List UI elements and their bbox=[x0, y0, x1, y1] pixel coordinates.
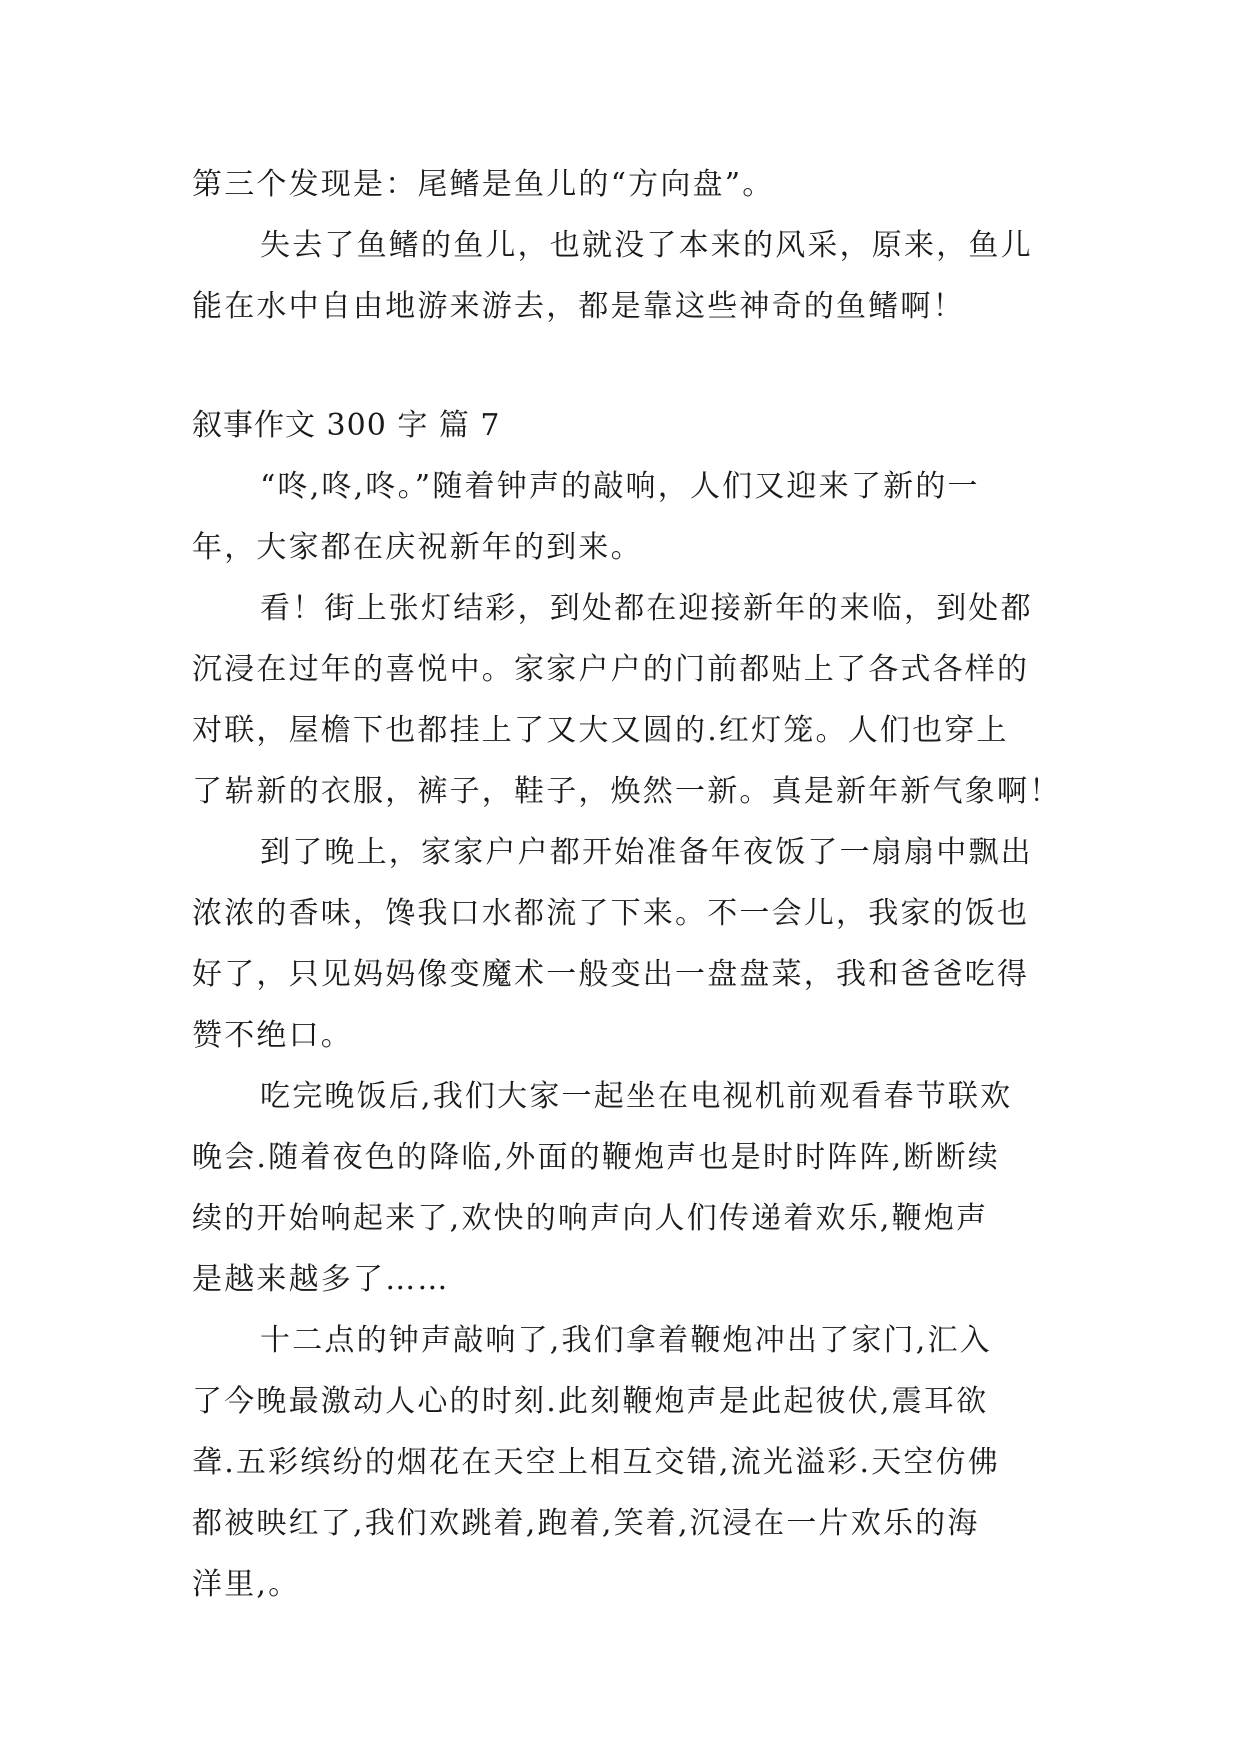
text-line: 都被映红了,我们欢跳着,跑着,笑着,沉浸在一片欢乐的海 bbox=[192, 1506, 980, 1541]
text-line: 对联，屋檐下也都挂上了又大又圆的.红灯笼。人们也穿上 bbox=[192, 713, 1009, 748]
text-line: 赞不绝口。 bbox=[192, 1018, 353, 1053]
text-line: 浓浓的香味，馋我口水都流了下来。不一会儿，我家的饭也 bbox=[192, 896, 1030, 931]
document-page bbox=[192, 154, 1062, 1615]
text-line: “咚,咚,咚。”随着钟声的敲响，人们又迎来了新的一 bbox=[260, 469, 980, 504]
section-gap bbox=[192, 337, 1058, 395]
text-line: 聋.五彩缤纷的烟花在天空上相互交错,流光溢彩.天空仿佛 bbox=[192, 1445, 1001, 1480]
text-line: 是越来越多了…… bbox=[192, 1262, 450, 1297]
text-line: 洋里,。 bbox=[192, 1567, 301, 1602]
text-line: 看！街上张灯结彩，到处都在迎接新年的来临，到处都 bbox=[260, 591, 1033, 626]
text-line: 沉浸在过年的喜悦中。家家户户的门前都贴上了各式各样的 bbox=[192, 652, 1030, 687]
text-line: 好了，只见妈妈像变魔术一般变出一盘盘菜，我和爸爸吃得 bbox=[192, 957, 1030, 992]
text-line: 失去了鱼鳍的鱼儿，也就没了本来的风采，原来，鱼儿 bbox=[260, 228, 1033, 263]
section-heading: 叙事作文 300 字 篇 7 bbox=[192, 408, 501, 443]
text-line: 了崭新的衣服，裤子，鞋子，焕然一新。真是新年新气象啊！ bbox=[192, 774, 1062, 809]
text-line: 第三个发现是：尾鳍是鱼儿的“方向盘”。 bbox=[192, 167, 775, 202]
text-line: 续的开始响起来了,欢快的响声向人们传递着欢乐,鞭炮声 bbox=[192, 1201, 989, 1236]
text-line: 吃完晚饭后,我们大家一起坐在电视机前观看春节联欢 bbox=[260, 1079, 1013, 1114]
text-line: 能在水中自由地游来游去，都是靠这些神奇的鱼鳍啊！ bbox=[192, 289, 965, 324]
text-line: 年，大家都在庆祝新年的到来。 bbox=[192, 530, 643, 565]
text-line: 十二点的钟声敲响了,我们拿着鞭炮冲出了家门,汇入 bbox=[260, 1323, 992, 1358]
text-line: 晚会.随着夜色的降临,外面的鞭炮声也是时时阵阵,断断续 bbox=[192, 1140, 1001, 1175]
text-line: 了今晚最激动人心的时刻.此刻鞭炮声是此起彼伏,震耳欲 bbox=[192, 1384, 989, 1419]
text-line: 到了晚上，家家户户都开始准备年夜饭了一扇扇中飘出 bbox=[260, 835, 1033, 870]
